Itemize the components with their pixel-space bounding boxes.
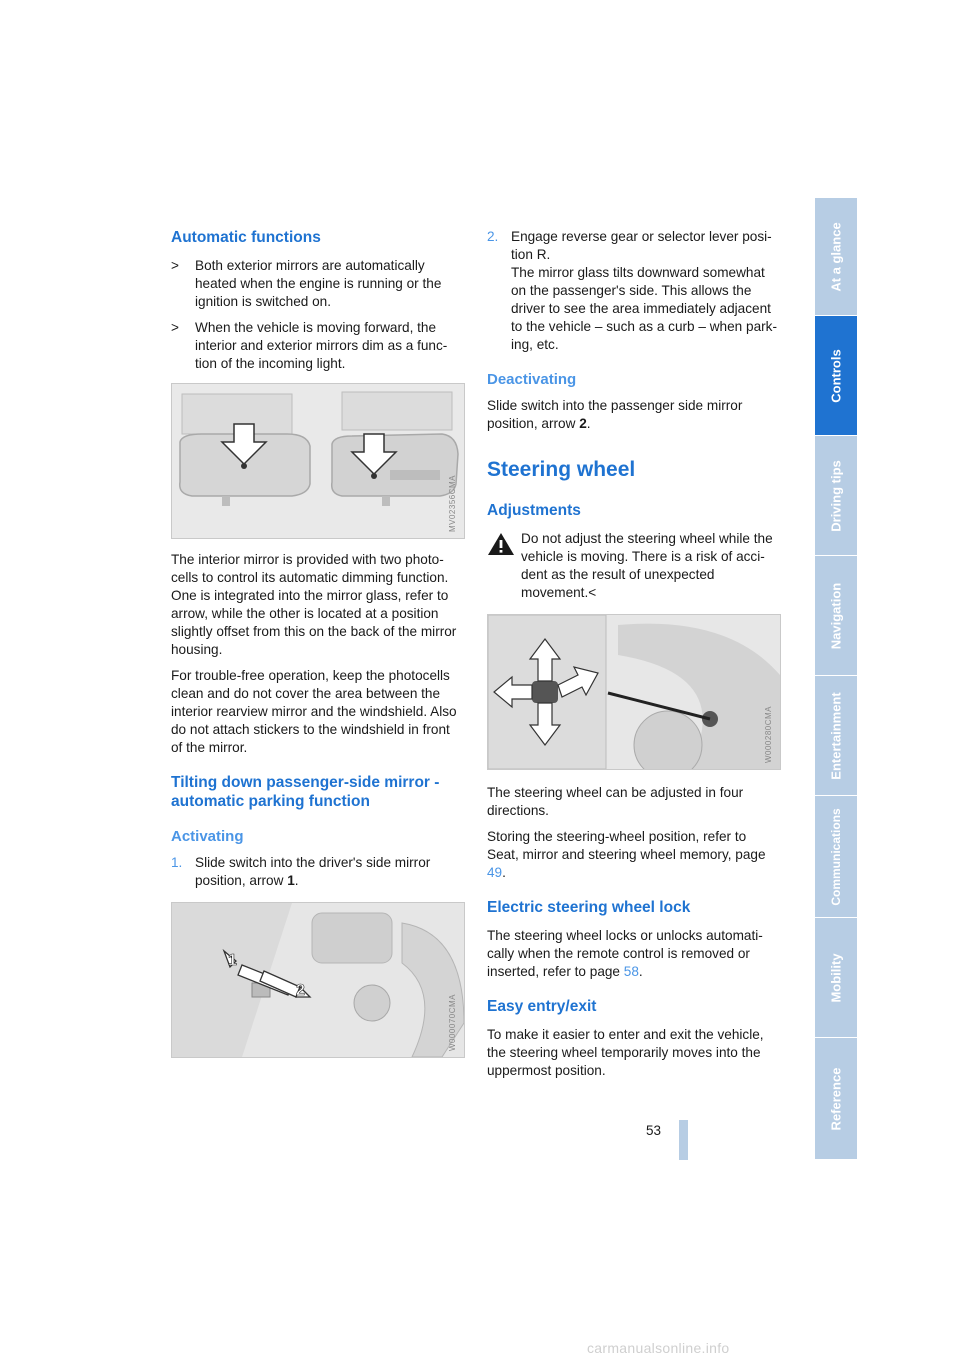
figure-label-2: 2 xyxy=(296,982,305,999)
heading-electric-lock: Electric steering wheel lock xyxy=(487,899,691,916)
lock-end: . xyxy=(638,964,643,979)
deactivate-end: . xyxy=(586,416,591,431)
deactivate-text: Slide switch into the passenger side mirror position, arrow xyxy=(487,398,743,431)
tab-label: Reference xyxy=(828,1067,844,1130)
switch-illustration xyxy=(172,903,464,1057)
paragraph: For trouble-free operation, keep the photocells clean and do not cover the area between the interior rearview mirror and the windshield. Also do not attach stickers to the windshield in front of the mirror. xyxy=(171,668,457,755)
tab-mobility[interactable] xyxy=(815,918,857,1038)
steering-adjust-figure xyxy=(487,614,781,770)
left-column xyxy=(171,228,463,1058)
tab-entertainment[interactable] xyxy=(815,676,857,796)
figure-code: W000280CMA xyxy=(764,705,773,763)
figure-code: W000070CMA xyxy=(448,993,457,1051)
step-item xyxy=(171,854,463,890)
tab-label: Communications xyxy=(829,807,843,906)
bullet-item xyxy=(171,319,463,373)
bullet-marker: > xyxy=(171,320,179,335)
heading-deactivating: Deactivating xyxy=(487,371,577,388)
tab-label: Navigation xyxy=(828,582,844,649)
heading-automatic-functions: Automatic functions xyxy=(171,229,321,246)
tab-label: Driving tips xyxy=(828,459,844,532)
bullet-item xyxy=(171,257,463,311)
tab-at-a-glance[interactable] xyxy=(815,198,857,316)
step-text: Slide switch into the driver's side mirror position, arrow xyxy=(195,855,431,888)
section-tabs xyxy=(815,198,857,1160)
step-arrow-ref: 1 xyxy=(287,873,295,888)
paragraph: The steering wheel can be adjusted in four directions. xyxy=(487,785,744,818)
step-text: Engage reverse gear or selector lever posi-tion R. xyxy=(511,229,772,262)
warning-triangle-icon xyxy=(487,532,515,556)
tab-navigation[interactable] xyxy=(815,556,857,676)
mirror-switch-figure xyxy=(171,902,465,1058)
tab-reference[interactable] xyxy=(815,1038,857,1160)
step-number: 1. xyxy=(171,855,183,870)
tab-controls[interactable] xyxy=(815,316,857,436)
heading-tilting-mirror: Tilting down passenger-side mirror - automatic parking function xyxy=(171,774,440,810)
bullet-text: When the vehicle is moving forward, the interior and exterior mirrors dim as a func-tion of the incoming light. xyxy=(195,320,448,371)
watermark: carmanualsonline.info xyxy=(587,1340,730,1356)
bullet-marker: > xyxy=(171,258,179,273)
tab-label: Mobility xyxy=(828,952,844,1003)
page-number-bar xyxy=(679,1120,688,1160)
heading-activating: Activating xyxy=(171,828,244,845)
warning-end-mark: < xyxy=(588,585,597,600)
warning-text: Do not adjust the steering wheel while the vehicle is moving. There is a risk of acci-dent as the result of unexpected movement. xyxy=(521,531,773,600)
warning-note xyxy=(487,530,779,602)
paragraph xyxy=(487,397,779,433)
paragraph xyxy=(487,927,779,981)
page-link-49[interactable]: 49 xyxy=(487,865,503,880)
figure-code: MV02356CMA xyxy=(448,474,457,532)
right-column xyxy=(487,228,779,1088)
bullet-text: Both exterior mirrors are automatically heated when the engine is running or the ignition is switched on. xyxy=(195,258,442,309)
heading-easy-entry: Easy entry/exit xyxy=(487,998,597,1015)
tab-label: At a glance xyxy=(828,221,844,292)
tab-driving-tips[interactable] xyxy=(815,436,857,556)
lock-text: The steering wheel locks or unlocks automati-cally when the remote control is removed or inserted, refer to page xyxy=(487,928,763,979)
interior-mirror-figure xyxy=(171,383,465,539)
step-end: . xyxy=(294,873,299,888)
tab-communications[interactable] xyxy=(815,796,857,918)
heading-steering-wheel: Steering wheel xyxy=(487,458,636,481)
storing-end: . xyxy=(502,865,506,880)
paragraph: To make it easier to enter and exit the vehicle, the steering wheel temporarily moves into the uppermost position. xyxy=(487,1027,764,1078)
page-number: 53 xyxy=(646,1123,662,1138)
tab-label: Entertainment xyxy=(828,691,844,780)
page-link-58[interactable]: 58 xyxy=(623,964,639,979)
figure-label-1: 1 xyxy=(228,952,237,969)
arrow-ref: 2 xyxy=(579,416,587,431)
storing-text: Storing the steering-wheel position, refer to Seat, mirror and steering wheel memory, page xyxy=(487,829,766,862)
heading-adjustments: Adjustments xyxy=(487,502,581,519)
paragraph xyxy=(487,828,779,882)
step-text-continued: The mirror glass tilts downward somewhat on the passenger's side. This allows the driver to see the area immediately adjacent to the vehicle – such as a curb – when park-ing, etc. xyxy=(511,265,777,352)
steering-illustration xyxy=(488,615,780,769)
mirror-illustration xyxy=(172,384,464,538)
step-number: 2. xyxy=(487,229,499,244)
tab-label: Controls xyxy=(828,348,844,403)
step-item xyxy=(487,228,779,354)
paragraph: The interior mirror is provided with two photo-cells to control its automatic dimming function. One is integrated into the mirror glass, refer to arrow, while the other is located at a position slightly offset from this on the back of the mirror housing. xyxy=(171,552,457,657)
